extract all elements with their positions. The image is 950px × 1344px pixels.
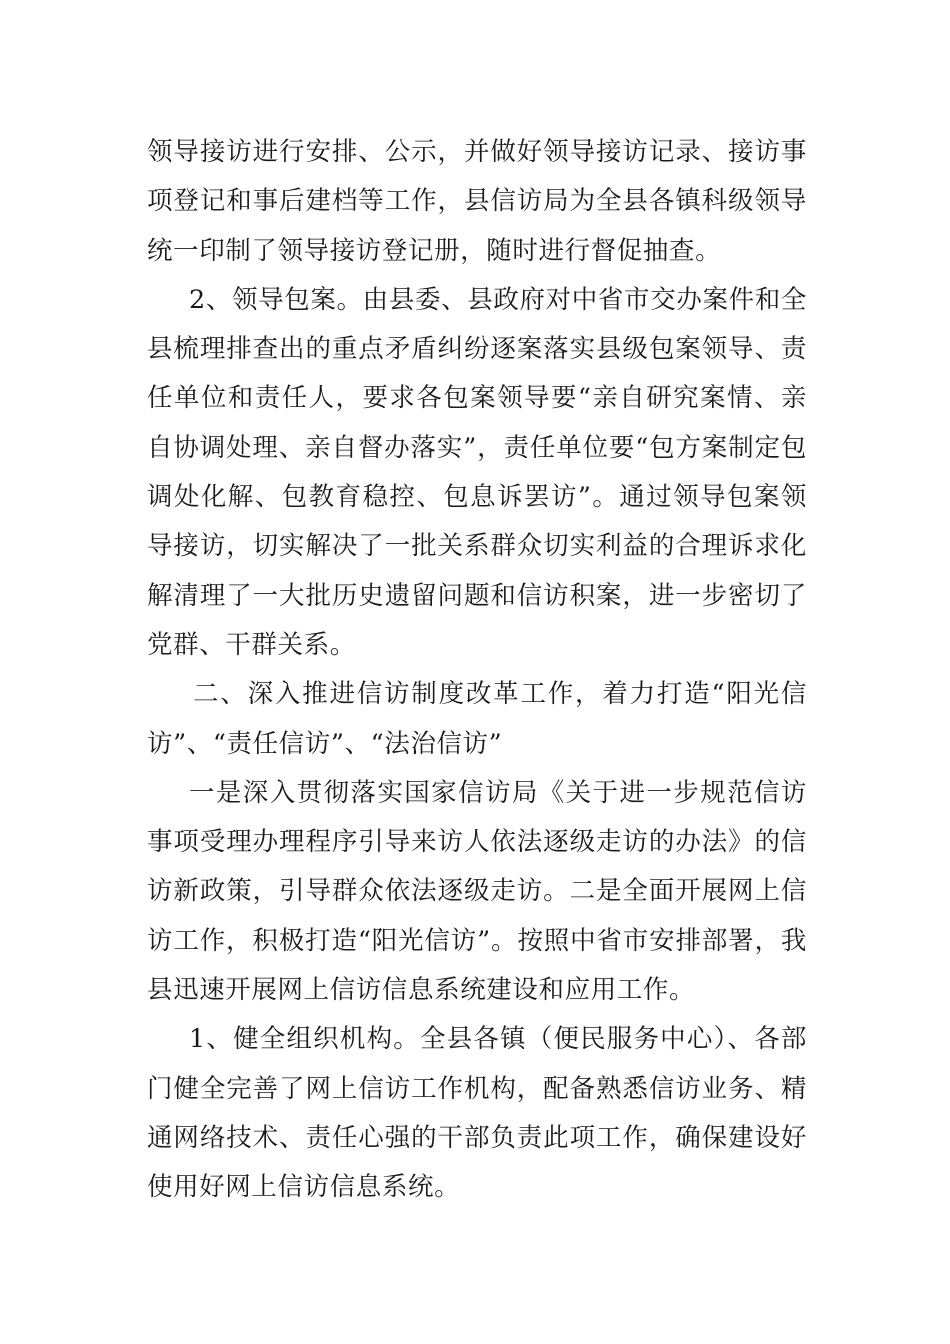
paragraph-online-petition: 一是深入贯彻落实国家信访局《关于进一步规范信访事项受理办理程序引导来访人依法逐级走访的办法》的信访新政策，引导群众依法逐级走访。二是全面开展网上信访工作，积极打造“阳光信访”。按照中省市安排部署，我县迅速开展网上信访信息系统建设和应用工作。 xyxy=(147,777,807,1006)
section-heading-reform: 二、深入推进信访制度改革工作，着力打造“阳光信访”、“责任信访”、“法治信访” xyxy=(147,679,807,759)
document-body xyxy=(147,128,807,1213)
paragraph-organization: 1、健全组织机构。全县各镇（便民服务中心）、各部门健全完善了网上信访工作机构，配备熟悉信访业务、精通网络技术、责任心强的干部负责此项工作，确保建设好使用好网上信访信息系统。 xyxy=(147,1024,807,1203)
paragraph-continuation: 领导接访进行安排、公示，并做好领导接访记录、接访事项登记和事后建档等工作，县信访局为全县各镇科级领导统一印制了领导接访登记册，随时进行督促抽查。 xyxy=(147,137,807,266)
paragraph-leader-case: 2、领导包案。由县委、县政府对中省市交办案件和全县梳理排查出的重点矛盾纠纷逐案落实县级包案领导、责任单位和责任人，要求各包案领导要“亲自研究案情、亲自协调处理、亲自督办落实”，责任单位要“包方案制定包调处化解、包教育稳控、包息诉罢访”。通过领导包案领导接访，切实解决了一批关系群众切实利益的合理诉求化解清理了一大批历史遗留问题和信访积案，进一步密切了党群、干群关系。 xyxy=(147,284,807,660)
